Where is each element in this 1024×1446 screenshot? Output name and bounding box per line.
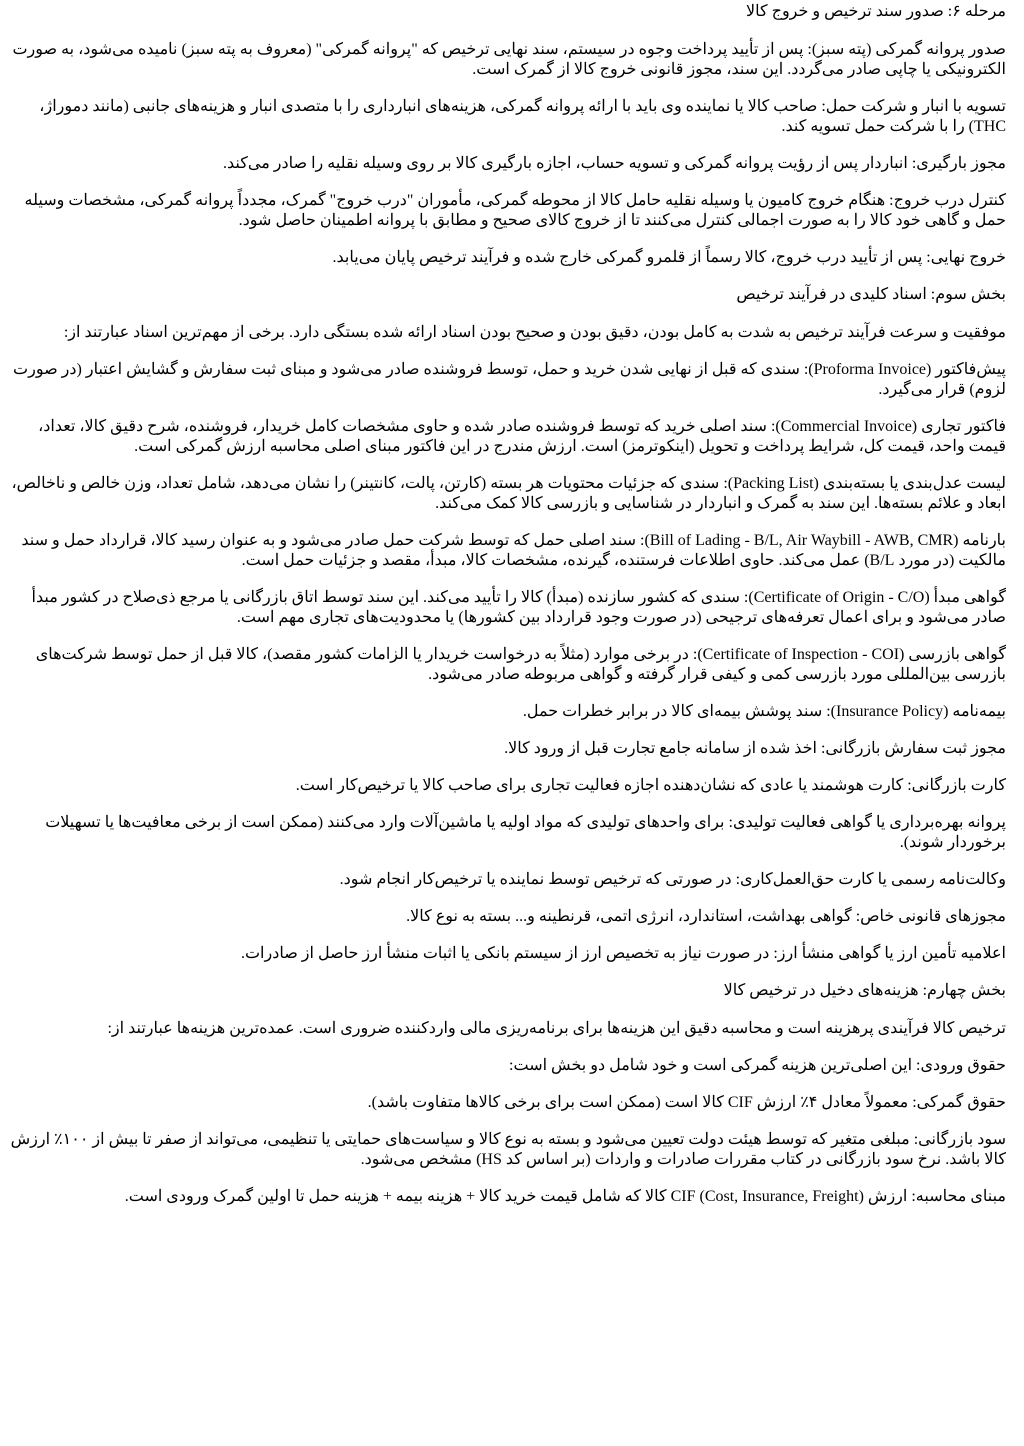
paragraph-warehouse-settlement: تسویه با انبار و شرکت حمل: صاحب کالا یا نماینده وی باید با ارائه پروانه گمرکی، هزینه‌های انبارداری را با متصدی انبار و هزینه‌های جانبی (مانند دموراژ، THC) را با شرکت حمل تسویه کند. (39, 98, 1006, 135)
paragraph-customs-permit: صدور پروانه گمرکی (پته سبز): پس از تأیید پرداخت وجوه در سیستم، سند نهایی ترخیص که "پروانه گمرکی" (معروف به پته سبز) نامیده می‌شود، به صورت الکترونیکی یا چاپی صادر می‌گردد. این سند، مجوز قانونی خروج کالا از گمرک است. (12, 41, 1006, 78)
paragraph-operation-license: پروانه بهره‌برداری یا گواهی فعالیت تولیدی: برای واحدهای تولیدی که مواد اولیه یا ماشین‌آلات وارد می‌کنند (ممکن است از برخی معافیت‌ها یا تسهیلات برخوردار شوند). (45, 814, 1006, 851)
paragraph-certificate-of-origin: گواهی مبدأ (Certificate of Origin - C/O): سندی که کشور سازنده (مبدأ) کالا را تأیید می‌کند. این سند توسط اتاق بازرگانی یا مرجع ذی‌صلاح در کشور مبدأ صادر می‌شود و برای اعمال تعرفه‌های ترجیحی (در صورت وجود قرارداد بین کشورها) یا محدودیت‌های تجاری مهم است. (31, 589, 1006, 626)
paragraph-certificate-of-inspection: گواهی بازرسی (Certificate of Inspection - COI): در برخی موارد (مثلاً به درخواست خریدار یا الزامات کشور مقصد)، کالا قبل از حمل توسط شرکت‌های بازرسی بین‌المللی مورد بازرسی کمی و کیفی قرار گرفته و گواهی مربوطه صادر می‌شود. (35, 646, 1006, 683)
paragraph-customs-duty: حقوق گمرکی: معمولاً معادل ۴٪ ارزش CIF کالا است (ممکن است برای برخی کالاها متفاوت باشد). (367, 1094, 1006, 1111)
paragraph-insurance-policy: بیمه‌نامه (Insurance Policy): سند پوشش بیمه‌ای کالا در برابر خطرات حمل. (522, 703, 1006, 720)
paragraph-bill-of-lading: بارنامه (Bill of Lading - B/L, Air Waybill - AWB, CMR): سند اصلی حمل که توسط شرکت حمل صادر می‌شود و به عنوان رسید کالا، قرارداد حمل و سند مالکیت (در مورد B/L) عمل می‌کند. حاوی اطلاعات فرستنده، گیرنده، مشخصات کالا، مبدأ، مقصد و جزئیات حمل است. (21, 532, 1006, 569)
paragraph-documents-intro: موفقیت و سرعت فرآیند ترخیص به شدت به کامل بودن، دقیق بودن و صحیح بودن اسناد ارائه شده بستگی دارد. برخی از مهم‌ترین اسناد عبارتند از: (63, 324, 1006, 341)
paragraph-final-exit: خروج نهایی: پس از تأیید درب خروج، کالا رسماً از قلمرو گمرکی خارج شده و فرآیند ترخیص پایان می‌یابد. (332, 249, 1006, 266)
paragraph-commercial-card: کارت بازرگانی: کارت هوشمند یا عادی که نشان‌دهنده اجازه فعالیت تجاری برای صاحب کالا یا ترخیص‌کار است. (295, 777, 1006, 794)
paragraph-commercial-invoice: فاکتور تجاری (Commercial Invoice): سند اصلی خرید که توسط فروشنده صادر شده و حاوی مشخصات کامل خریدار، فروشنده، شرح دقیق کالا، تعداد، قیمت واحد، قیمت کل، شرایط پرداخت و تحویل (اینکوترمز) است. ارزش مندرج در این فاکتور مبنای اصلی محاسبه ارزش گمرکی است. (38, 418, 1006, 455)
paragraph-costs-intro: ترخیص کالا فرآیندی پرهزینه است و محاسبه دقیق این هزینه‌ها برای برنامه‌ریزی مالی واردکننده ضروری است. عمده‌ترین هزینه‌ها عبارتند از: (107, 1020, 1006, 1037)
paragraph-calculation-basis: مبنای محاسبه: ارزش CIF (Cost, Insurance, Freight) کالا که شامل قیمت خرید کالا + هزینه بیمه + هزینه حمل تا اولین گمرک ورودی است. (124, 1188, 1006, 1205)
stage-6-heading: مرحله ۶: صدور سند ترخیص و خروج کالا (746, 3, 1006, 20)
paragraph-exit-gate-control: کنترل درب خروج: هنگام خروج کامیون یا وسیله نقلیه حامل کالا از محوطه گمرکی، مأموران "درب خروج" گمرک، مجدداً پروانه گمرکی، مشخصات وسیله حمل و گاهی خود کالا را به صورت اجمالی کنترل می‌کنند تا از خروج کالای صحیح و مطابق با پروانه اطمینان حاصل شود. (24, 192, 1006, 229)
paragraph-special-permits: مجوزهای قانونی خاص: گواهی بهداشت، استاندارد، انرژی اتمی، قرنطینه و... بسته به نوع کالا. (406, 908, 1006, 925)
paragraph-power-of-attorney: وکالت‌نامه رسمی یا کارت حق‌العمل‌کاری: در صورتی که ترخیص توسط نماینده یا ترخیص‌کار انجام شود. (339, 871, 1006, 888)
paragraph-commercial-profit: سود بازرگانی: مبلغی متغیر که توسط هیئت دولت تعیین می‌شود و بسته به نوع کالا و سیاست‌های حمایتی یا تنظیمی، می‌تواند از صفر تا بیش از ۱۰۰٪ ارزش کالا باشد. نرخ سود بازرگانی در کتاب مقررات صادرات و واردات (بر اساس کد HS) مشخص می‌شود. (10, 1131, 1006, 1168)
paragraph-import-duties: حقوق ورودی: این اصلی‌ترین هزینه گمرکی است و خود شامل دو بخش است: (509, 1057, 1006, 1074)
section-3-heading: بخش سوم: اسناد کلیدی در فرآیند ترخیص (736, 286, 1006, 303)
paragraph-currency-declaration: اعلامیه تأمین ارز یا گواهی منشأ ارز: در صورت نیاز به تخصیص ارز از سیستم بانکی یا اثبات منشأ ارز حاصل از صادرات. (240, 945, 1006, 962)
paragraph-order-registration: مجوز ثبت سفارش بازرگانی: اخذ شده از سامانه جامع تجارت قبل از ورود کالا. (504, 740, 1006, 757)
section-4-heading: بخش چهارم: هزینه‌های دخیل در ترخیص کالا (723, 982, 1006, 999)
paragraph-proforma-invoice: پیش‌فاکتور (Proforma Invoice): سندی که قبل از نهایی شدن خرید و حمل، توسط فروشنده صادر می‌شود و مبنای ثبت سفارش و گشایش اعتبار (در صورت لزوم) قرار می‌گیرد. (13, 361, 1006, 398)
paragraph-packing-list: لیست عدل‌بندی یا بسته‌بندی (Packing List): سندی که جزئیات محتویات هر بسته (کارتن، پالت، کانتینر) را نشان می‌دهد، شامل تعداد، وزن خالص و ناخالص، ابعاد و علائم بسته‌ها. این سند به گمرک و انباردار در شناسایی و بازرسی کالا کمک می‌کند. (11, 475, 1006, 512)
paragraph-loading-permit: مجوز بارگیری: انباردار پس از رؤیت پروانه گمرکی و تسویه حساب، اجازه بارگیری کالا بر روی وسیله نقلیه را صادر می‌کند. (223, 155, 1006, 172)
